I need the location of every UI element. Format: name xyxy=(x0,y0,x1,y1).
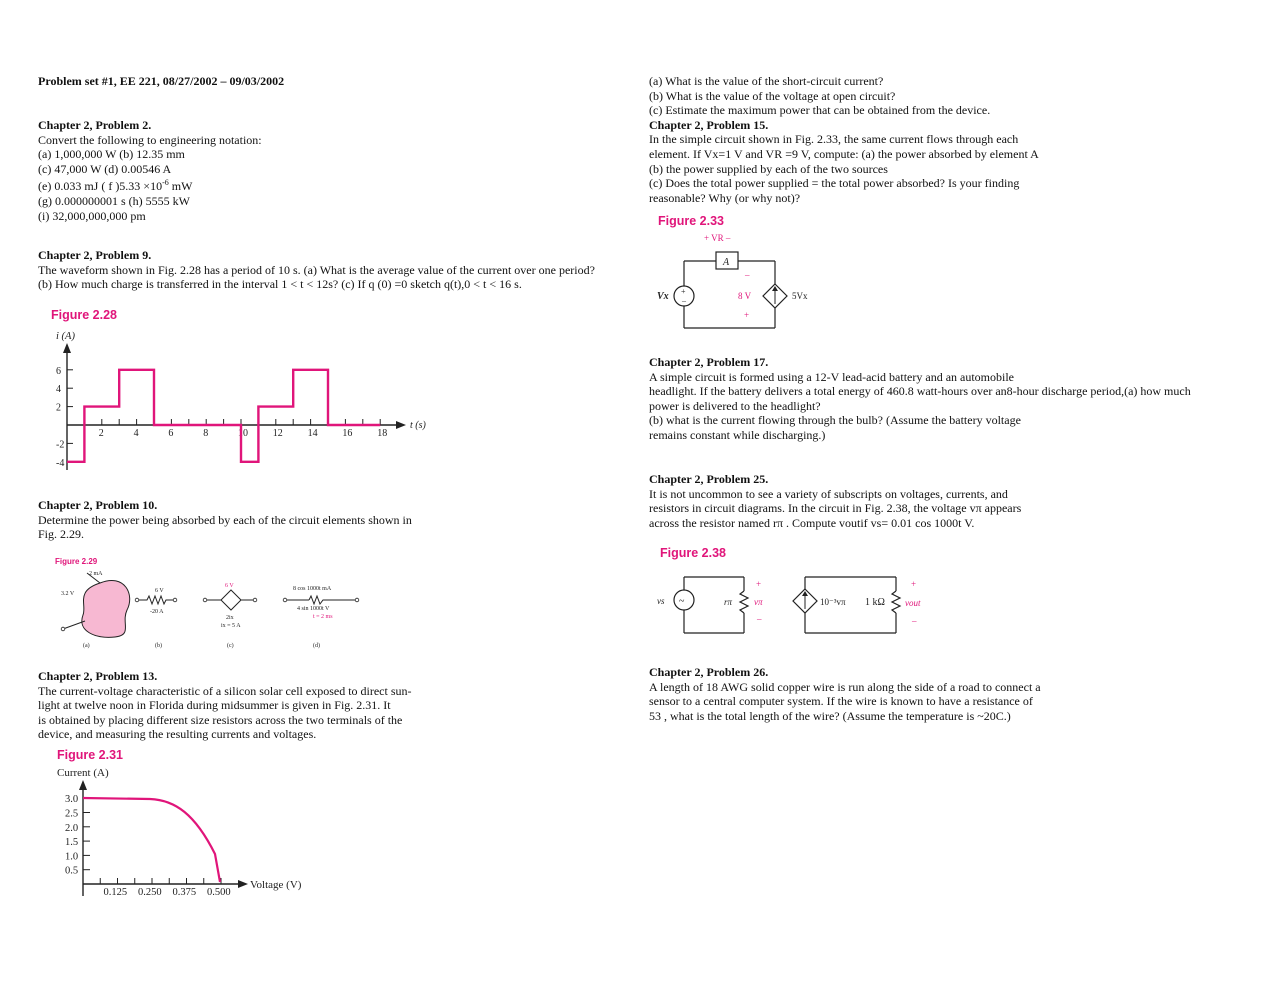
page-title: Problem set #1, EE 221, 08/27/2002 – 09/03/2002 xyxy=(38,74,285,88)
element-a-label: A xyxy=(723,257,730,268)
element-a-lead xyxy=(63,621,85,629)
v8-label: 8 V xyxy=(738,291,752,301)
problem-heading: Chapter 2, Problem 2. xyxy=(38,118,152,132)
terminal xyxy=(283,598,287,602)
y-axis-label: i (A) xyxy=(56,331,75,342)
y-tick-label: 1.5 xyxy=(65,837,79,849)
figure-2-38-label: Figure 2.38 xyxy=(660,546,726,560)
unit-text: mW xyxy=(168,179,193,194)
problem-2-13-questions xyxy=(649,74,1039,205)
element-d-current: 8 cos 1000t mA xyxy=(293,586,332,592)
element-d-time: t = 2 ms xyxy=(313,614,333,620)
problem-2-13 xyxy=(38,669,412,742)
problem-2-9 xyxy=(38,248,595,292)
current-waveform xyxy=(67,370,380,462)
terminal xyxy=(61,627,65,631)
figure-2-31-label: Figure 2.31 xyxy=(57,748,123,762)
terminal xyxy=(355,598,359,602)
vout-plus: + xyxy=(911,579,917,589)
element-c-control: 2ix xyxy=(226,615,234,621)
problem-line: light at twelve noon in Florida during midsummer is given in Fig. 2.31. It xyxy=(38,698,391,713)
x-tick-label: 0.250 xyxy=(138,887,162,898)
problem-heading: Chapter 2, Problem 15. xyxy=(649,117,769,132)
x-axis-label: t (s) xyxy=(410,420,426,431)
figure-2-33-label: Figure 2.33 xyxy=(658,214,724,228)
problem-line: The current-voltage characteristic of a silicon solar cell exposed to direct sun- xyxy=(38,683,412,698)
figure-2-31 xyxy=(55,764,345,904)
problem-2-2 xyxy=(38,118,262,223)
element-d-resistor xyxy=(309,596,327,604)
x-tick-label: 0.375 xyxy=(172,887,197,898)
problem-line: Fig. 2.29. xyxy=(38,527,85,542)
element-a-voltage: 3.2 V xyxy=(61,591,75,597)
y-tick-label: 2 xyxy=(56,402,61,414)
y-axis-arrow xyxy=(79,780,87,790)
problem-line: sensor to a central computer system. If the wire is known to have a resistance of xyxy=(649,694,1033,709)
element-a-sublabel: (a) xyxy=(83,643,90,649)
problem-2-10 xyxy=(38,498,412,542)
element-a-blob xyxy=(82,580,130,637)
terminal xyxy=(135,598,139,602)
v8-minus: – xyxy=(745,270,750,280)
x-tick-label: 0.125 xyxy=(103,887,128,898)
x-tick-label: 6 xyxy=(168,428,174,439)
vpi-plus: + xyxy=(756,579,762,589)
y-tick-label: -2 xyxy=(56,439,65,451)
element-d-voltage: 4 sin 1000t V xyxy=(297,606,330,612)
figure-2-29 xyxy=(55,565,385,655)
problem-line: element. If Vx=1 V and VR =9 V, compute: (a) the power absorbed by element A xyxy=(649,146,1039,161)
problem-line: is obtained by placing different size resistors across the two terminals of the xyxy=(38,712,403,727)
vout-minus: – xyxy=(912,616,917,626)
problem-line: (c) Estimate the maximum power that can be obtained from the device. xyxy=(649,103,991,118)
problem-heading: Chapter 2, Problem 25. xyxy=(649,472,769,486)
problem-line: (c) Does the total power supplied = the total power absorbed? Is your finding xyxy=(649,176,1020,191)
y-tick-label: -4 xyxy=(56,457,65,469)
y-tick-label: 1.0 xyxy=(65,851,79,863)
rpi-label: rπ xyxy=(724,597,733,607)
problem-line xyxy=(38,176,262,194)
element-c-ix: ix = 5 A xyxy=(221,623,241,629)
element-c-sublabel: (c) xyxy=(227,643,234,649)
problem-2-17 xyxy=(649,355,1191,443)
x-tick-label: 2 xyxy=(98,428,104,439)
vpi-minus: – xyxy=(757,614,762,624)
x-tick-label: 8 xyxy=(203,428,209,439)
dependent-label: 5Vx xyxy=(792,291,808,301)
y-tick-label: 6 xyxy=(56,365,61,377)
vs-label: vs xyxy=(657,596,665,606)
problem-2-25 xyxy=(649,472,1021,530)
x-axis-label: Voltage (V) xyxy=(250,879,302,891)
vout-label: vout xyxy=(905,598,921,608)
problem-line: (a) 1,000,000 W (b) 12.35 mm xyxy=(38,147,185,162)
vpi-label: vπ xyxy=(754,597,763,607)
problem-heading: Chapter 2, Problem 17. xyxy=(649,355,769,369)
problem-line: resistors in circuit diagrams. In the circuit in Fig. 2.38, the voltage vπ appears xyxy=(649,501,1022,516)
y-tick-label: 2.0 xyxy=(65,822,79,834)
figure-2-28 xyxy=(40,325,460,475)
problem-line: A length of 18 AWG solid copper wire is run along the side of a road to connect a xyxy=(649,679,1041,694)
problem-heading: Chapter 2, Problem 26. xyxy=(649,665,769,679)
terminal xyxy=(203,598,207,602)
element-b-sublabel: (b) xyxy=(155,643,162,649)
x-tick-label: 4 xyxy=(133,428,139,439)
y-tick-label: 0.5 xyxy=(65,865,79,877)
tick-group xyxy=(56,366,387,469)
problem-line: Convert the following to engineering notation: xyxy=(38,132,262,147)
element-c-dependent-source xyxy=(221,590,241,610)
problem-heading: Chapter 2, Problem 13. xyxy=(38,669,158,683)
vr-label: + VR – xyxy=(704,233,731,243)
resistor-1k xyxy=(892,591,900,613)
exponent: -6 xyxy=(162,178,169,188)
figure-2-33 xyxy=(652,228,832,338)
problem-line: (g) 0.000000001 s (h) 5555 kW xyxy=(38,193,190,208)
problem-line: A simple circuit is formed using a 12-V lead-acid battery and an automobile xyxy=(649,369,1015,384)
resistor-rpi xyxy=(740,591,748,613)
dependent-label: 10⁻³vπ xyxy=(820,597,846,607)
figure-2-28-label: Figure 2.28 xyxy=(51,308,117,322)
x-tick-label: 0.500 xyxy=(207,887,231,898)
x-tick-label: 12 xyxy=(272,428,283,439)
iv-curve xyxy=(83,798,220,882)
terminal xyxy=(173,598,177,602)
element-b-voltage: 6 V xyxy=(155,588,164,594)
problem-line: The waveform shown in Fig. 2.28 has a period of 10 s. (a) What is the average value of the current over one period? xyxy=(38,262,595,277)
tick-group xyxy=(65,794,231,898)
element-b-current: -20 A xyxy=(150,609,164,615)
problem-line: remains constant while discharging.) xyxy=(649,427,826,442)
problem-line: (b) How much charge is transferred in the interval 1 < t < 12s? (c) If q (0) =0 sketch q(t),0 < t < 16 s. xyxy=(38,277,522,292)
problem-line: headlight. If the battery delivers a total energy of 460.8 watt-hours over an8-hour discharge period,(a) how much xyxy=(649,384,1191,399)
y-tick-label: 4 xyxy=(56,384,61,396)
problem-heading: Chapter 2, Problem 9. xyxy=(38,248,152,262)
x-axis-arrow xyxy=(396,421,406,429)
y-axis-arrow xyxy=(63,343,71,353)
y-tick-label: 2.5 xyxy=(65,808,79,820)
problem-line: 53 , what is the total length of the wire? (Assume the temperature is ~20C.) xyxy=(649,708,1011,723)
vx-label: Vx xyxy=(657,291,669,302)
x-tick-label: 16 xyxy=(342,428,353,439)
x-tick-label: 18 xyxy=(377,428,388,439)
problem-line: across the resistor named rπ . Compute voutif vs= 0.01 cos 1000t V. xyxy=(649,515,975,530)
problem-line: It is not uncommon to see a variety of subscripts on voltages, currents, and xyxy=(649,486,1008,501)
y-axis-label: Current (A) xyxy=(57,767,109,779)
source-vs-symbol: ~ xyxy=(679,596,685,607)
source-vx-minus: – xyxy=(682,296,686,305)
problem-line: In the simple circuit shown in Fig. 2.33, the same current flows through each xyxy=(649,132,1019,147)
v8-plus: + xyxy=(744,310,750,320)
element-c-voltage: 6 V xyxy=(225,583,234,589)
element-a-current: 2 mA xyxy=(89,571,103,577)
problem-line: (b) What is the value of the voltage at open circuit? xyxy=(649,88,896,103)
line-text: (e) 0.033 mJ ( f )5.33 ×10 xyxy=(38,179,163,194)
x-axis-arrow xyxy=(238,880,248,888)
problem-line: power is delivered to the headlight? xyxy=(649,398,821,413)
y-tick-label: 3.0 xyxy=(65,794,79,806)
x-tick-label: 10 xyxy=(238,428,248,439)
problem-heading: Chapter 2, Problem 10. xyxy=(38,498,158,512)
problem-line: device, and measuring the resulting currents and voltages. xyxy=(38,727,317,742)
page-title-block xyxy=(38,74,284,89)
res-label: 1 kΩ xyxy=(865,597,885,608)
problem-line: (c) 47,000 W (d) 0.00546 A xyxy=(38,161,172,176)
problem-line: (b) the power supplied by each of the two sources xyxy=(649,161,888,176)
element-d-sublabel: (d) xyxy=(313,643,320,649)
x-tick-label: 14 xyxy=(307,428,318,439)
element-b-resistor xyxy=(139,596,173,604)
source-vx-plus: + xyxy=(681,287,686,296)
problem-line: (a) What is the value of the short-circuit current? xyxy=(649,74,884,88)
problem-2-26 xyxy=(649,665,1041,723)
problem-line: (b) what is the current flowing through the bulb? (Assume the battery voltage xyxy=(649,413,1021,428)
problem-line: (i) 32,000,000,000 pm xyxy=(38,208,146,223)
figure-2-38 xyxy=(652,565,932,645)
problem-line: Determine the power being absorbed by each of the circuit elements shown in xyxy=(38,512,412,527)
problem-line: reasonable? Why (or why not)? xyxy=(649,190,801,205)
terminal xyxy=(253,598,257,602)
figure-2-29-label: Figure 2.29 xyxy=(55,557,98,566)
